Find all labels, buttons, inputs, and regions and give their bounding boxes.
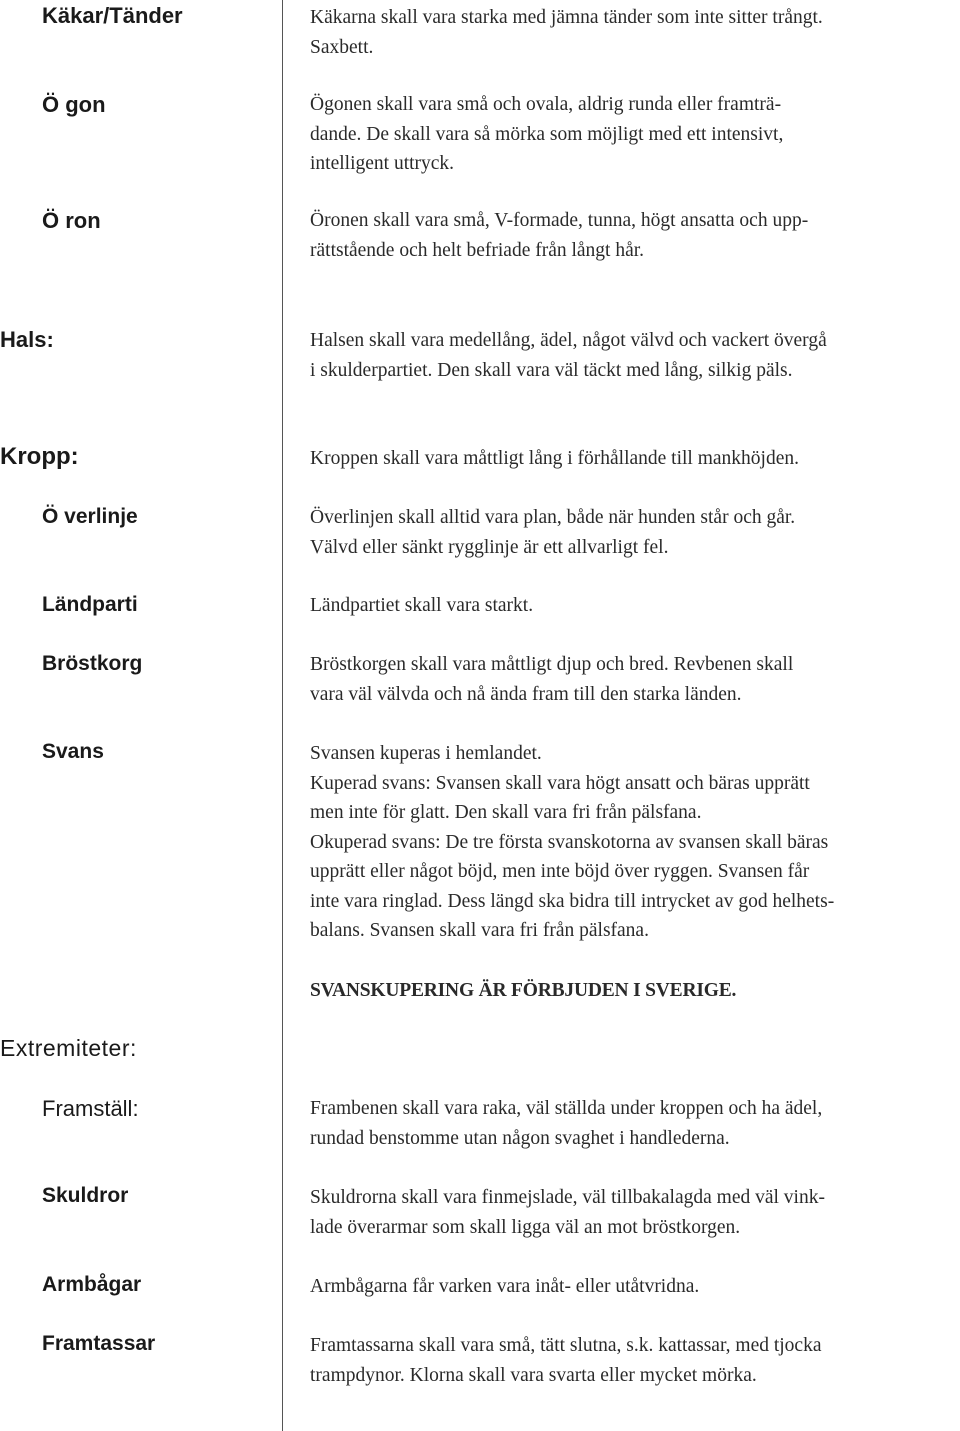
- column-divider: [282, 0, 283, 1431]
- text-overlinje: [310, 503, 960, 562]
- text-line: rättstående och helt befriade från långt hår.: [310, 239, 645, 261]
- text-oron: [310, 206, 960, 265]
- text-line: Kroppen skall vara måttligt lång i förhållande till mankhöjden.: [310, 448, 799, 469]
- text-line: rundad benstomme utan någon svaghet i handlederna.: [310, 1127, 730, 1149]
- text-framstall: [310, 1094, 960, 1153]
- text-line: Överlinjen skall alltid vara plan, både när hunden står och går.: [310, 507, 796, 528]
- text-line: men inte för glatt. Den skall vara fri från pälsfana.: [310, 802, 702, 823]
- label-hals: Hals:: [0, 327, 54, 352]
- text-line: Frambenen skall vara raka, väl ställda under kroppen och ha ädel,: [310, 1098, 823, 1119]
- text-line: Välvd eller sänkt rygglinje är ett allvarligt fel.: [310, 536, 669, 558]
- label-landparti: Ländparti: [42, 593, 138, 616]
- text-skuldror: [310, 1183, 960, 1242]
- text-brostkorg: [310, 650, 960, 709]
- text-line: i skulderpartiet. Den skall vara väl täckt med lång, silkig päls.: [310, 359, 793, 381]
- text-line: Saxbett.: [310, 36, 374, 58]
- text-line: vara väl välvda och nå ända fram till den starka länden.: [310, 683, 742, 705]
- label-skuldror: Skuldror: [42, 1184, 129, 1207]
- notice-svanskupering: SVANSKUPERING ÄR FÖRBJUDEN I SVERIGE.: [310, 980, 737, 1001]
- label-oron: Ö ron: [42, 208, 101, 233]
- text-line: Skuldrorna skall vara finmejslade, väl tillbakalagda med väl vink-: [310, 1187, 825, 1208]
- label-framtassar: Framtassar: [42, 1332, 156, 1355]
- text-line: Okuperad svans: De tre första svanskotorna av svansen skall bäras: [310, 831, 829, 853]
- text-framtassar: [310, 1331, 960, 1390]
- text-line: trampdynor. Klorna skall vara svarta eller mycket mörka.: [310, 1364, 757, 1386]
- label-overlinje: Ö verlinje: [42, 505, 138, 528]
- text-line: Kuperad svans: Svansen skall vara högt ansatt och bäras upprätt: [310, 772, 810, 794]
- text-armbagar: [310, 1272, 960, 1302]
- label-kropp: Kropp:: [0, 443, 79, 470]
- text-line: intelligent uttryck.: [310, 153, 455, 174]
- text-line: Framtassarna skall vara små, tätt slutna, s.k. kattassar, med tjocka: [310, 1335, 822, 1356]
- text-line: inte vara ringlad. Dess längd ska bidra till intrycket av god helhets-: [310, 890, 835, 912]
- text-line: lade överarmar som skall ligga väl an mot bröstkorgen.: [310, 1216, 741, 1238]
- text-line: balans. Svansen skall vara fri från pälsfana.: [310, 920, 649, 941]
- label-extremiteter: Extremiteter:: [0, 1035, 137, 1061]
- text-svans: [310, 739, 960, 946]
- text-line: Svansen kuperas i hemlandet.: [310, 743, 542, 764]
- text-line: Halsen skall vara medellång, ädel, något välvd och vackert övergå: [310, 330, 827, 351]
- label-ogon: Ö gon: [42, 92, 106, 117]
- label-framstall: Framställ:: [42, 1096, 139, 1121]
- text-line: Ögonen skall vara små och ovala, aldrig runda eller framträ-: [310, 94, 782, 115]
- text-hals: [310, 326, 960, 385]
- text-landparti: [310, 591, 960, 621]
- text-ogon: [310, 90, 960, 179]
- text-line: upprätt eller något böjd, men inte böjd över ryggen. Svansen får: [310, 861, 810, 882]
- text-line: Ländpartiet skall vara starkt.: [310, 595, 534, 616]
- text-line: Öronen skall vara små, V-formade, tunna, högt ansatta och upp-: [310, 210, 809, 231]
- text-line: Käkarna skall vara starka med jämna tänder som inte sitter trångt.: [310, 7, 823, 28]
- text-kropp: [310, 444, 960, 474]
- text-line: Armbågarna får varken vara inåt- eller utåtvridna.: [310, 1276, 700, 1297]
- label-svans: Svans: [42, 740, 104, 763]
- label-kakar: Käkar/Tänder: [42, 3, 183, 28]
- label-brostkorg: Bröstkorg: [42, 652, 143, 675]
- label-armbagar: Armbågar: [42, 1273, 142, 1296]
- text-line: dande. De skall vara så mörka som möjligt med ett intensivt,: [310, 123, 784, 145]
- text-kakar: [310, 3, 960, 62]
- text-line: Bröstkorgen skall vara måttligt djup och bred. Revbenen skall: [310, 654, 794, 675]
